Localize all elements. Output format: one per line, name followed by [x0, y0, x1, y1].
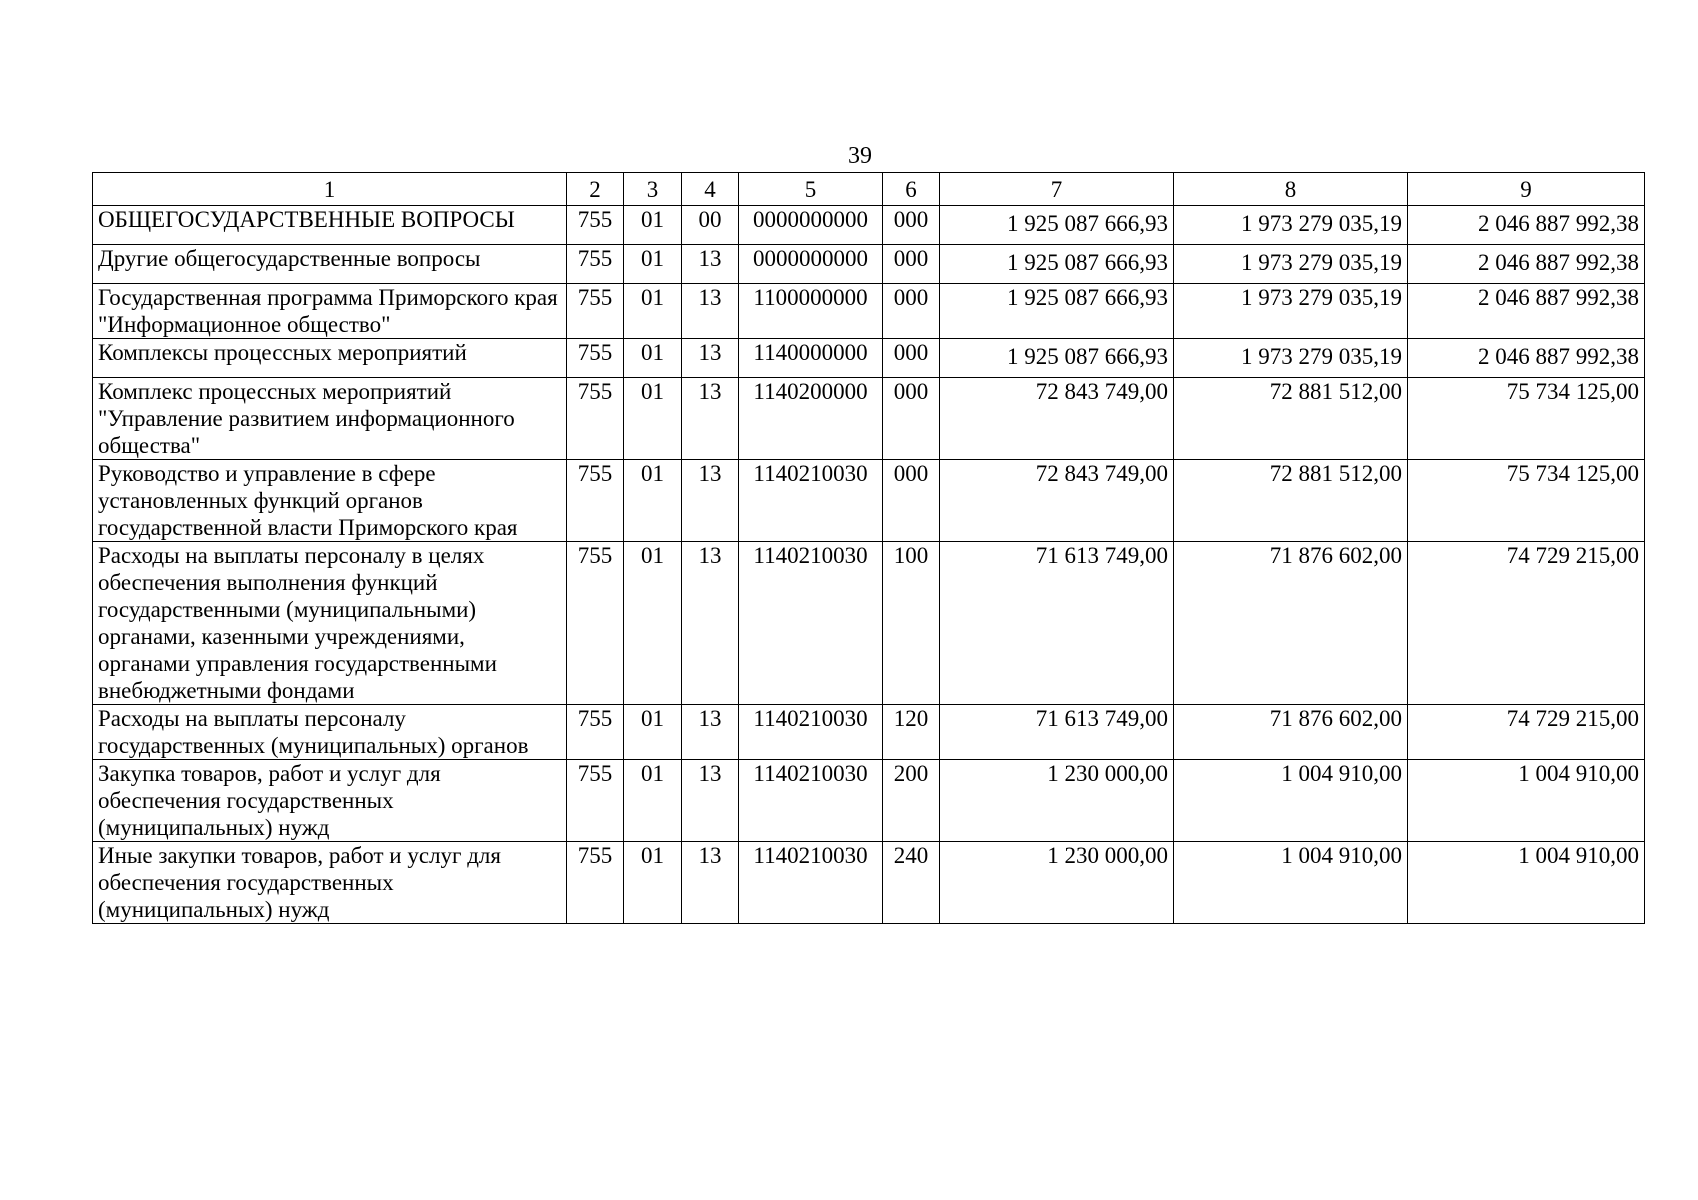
row-value-8: 72 881 512,00 — [1174, 378, 1408, 460]
row-value-7: 72 843 749,00 — [940, 378, 1174, 460]
row-code-6: 200 — [883, 760, 940, 842]
header-cell-2: 2 — [567, 173, 624, 206]
row-value-9: 2 046 887 992,38 — [1408, 206, 1645, 245]
row-code-5: 1140210030 — [739, 460, 883, 542]
row-code-6: 100 — [883, 542, 940, 705]
row-code-6: 120 — [883, 705, 940, 760]
row-value-8: 72 881 512,00 — [1174, 460, 1408, 542]
row-value-7: 1 925 087 666,93 — [940, 284, 1174, 339]
row-code-4: 00 — [682, 206, 739, 245]
row-code-4: 13 — [682, 284, 739, 339]
row-value-8: 71 876 602,00 — [1174, 705, 1408, 760]
row-name: Комплекс процессных мероприятий "Управление развитием информационного общества" — [93, 378, 567, 460]
table-header-row — [93, 173, 1645, 206]
row-value-7: 1 925 087 666,93 — [940, 206, 1174, 245]
row-name: Закупка товаров, работ и услуг для обеспечения государственных (муниципальных) нужд — [93, 760, 567, 842]
row-value-9: 75 734 125,00 — [1408, 378, 1645, 460]
row-code-2: 755 — [567, 842, 624, 924]
row-value-8: 1 973 279 035,19 — [1174, 245, 1408, 284]
table-row — [93, 460, 1645, 542]
row-code-3: 01 — [624, 542, 682, 705]
row-value-7: 1 230 000,00 — [940, 842, 1174, 924]
row-code-4: 13 — [682, 705, 739, 760]
table-row — [93, 245, 1645, 284]
row-code-2: 755 — [567, 760, 624, 842]
row-code-4: 13 — [682, 378, 739, 460]
row-code-3: 01 — [624, 245, 682, 284]
row-code-6: 000 — [883, 206, 940, 245]
row-code-4: 13 — [682, 542, 739, 705]
row-value-7: 71 613 749,00 — [940, 705, 1174, 760]
header-cell-8: 8 — [1174, 173, 1408, 206]
row-name: Расходы на выплаты персоналу в целях обеспечения выполнения функций государственными (муниципальными) органами, казенными учреждениями, органами управления государственными внебюджетными фондами — [93, 542, 567, 705]
row-name: Комплексы процессных мероприятий — [93, 339, 567, 378]
row-code-5: 1140000000 — [739, 339, 883, 378]
row-code-4: 13 — [682, 842, 739, 924]
table-body — [93, 206, 1645, 924]
row-value-7: 1 230 000,00 — [940, 760, 1174, 842]
row-code-5: 1100000000 — [739, 284, 883, 339]
header-cell-9: 9 — [1408, 173, 1645, 206]
row-name: Иные закупки товаров, работ и услуг для обеспечения государственных (муниципальных) нужд — [93, 842, 567, 924]
row-code-6: 000 — [883, 245, 940, 284]
header-cell-5: 5 — [739, 173, 883, 206]
row-value-8: 1 973 279 035,19 — [1174, 206, 1408, 245]
row-code-6: 000 — [883, 378, 940, 460]
row-code-3: 01 — [624, 339, 682, 378]
row-value-7: 1 925 087 666,93 — [940, 339, 1174, 378]
row-code-5: 0000000000 — [739, 245, 883, 284]
row-code-6: 000 — [883, 339, 940, 378]
table-row — [93, 284, 1645, 339]
row-code-4: 13 — [682, 339, 739, 378]
row-code-2: 755 — [567, 206, 624, 245]
header-cell-3: 3 — [624, 173, 682, 206]
row-code-5: 1140210030 — [739, 542, 883, 705]
row-value-8: 1 004 910,00 — [1174, 760, 1408, 842]
header-cell-1: 1 — [93, 173, 567, 206]
row-code-2: 755 — [567, 542, 624, 705]
row-value-8: 1 973 279 035,19 — [1174, 339, 1408, 378]
row-value-9: 74 729 215,00 — [1408, 705, 1645, 760]
row-code-3: 01 — [624, 284, 682, 339]
row-value-9: 2 046 887 992,38 — [1408, 284, 1645, 339]
row-code-6: 000 — [883, 284, 940, 339]
row-value-9: 74 729 215,00 — [1408, 542, 1645, 705]
row-value-9: 1 004 910,00 — [1408, 842, 1645, 924]
row-value-7: 71 613 749,00 — [940, 542, 1174, 705]
row-code-2: 755 — [567, 460, 624, 542]
header-cell-6: 6 — [883, 173, 940, 206]
row-name: Другие общегосударственные вопросы — [93, 245, 567, 284]
table-row — [93, 378, 1645, 460]
row-code-5: 1140210030 — [739, 705, 883, 760]
row-code-2: 755 — [567, 705, 624, 760]
table-row — [93, 339, 1645, 378]
row-value-9: 2 046 887 992,38 — [1408, 339, 1645, 378]
row-value-9: 2 046 887 992,38 — [1408, 245, 1645, 284]
row-code-3: 01 — [624, 760, 682, 842]
row-code-2: 755 — [567, 245, 624, 284]
row-value-8: 1 004 910,00 — [1174, 842, 1408, 924]
row-code-4: 13 — [682, 245, 739, 284]
row-code-2: 755 — [567, 339, 624, 378]
row-value-9: 1 004 910,00 — [1408, 760, 1645, 842]
row-code-6: 240 — [883, 842, 940, 924]
row-name: ОБЩЕГОСУДАРСТВЕННЫЕ ВОПРОСЫ — [93, 206, 567, 245]
row-value-7: 1 925 087 666,93 — [940, 245, 1174, 284]
row-code-5: 0000000000 — [739, 206, 883, 245]
row-name: Расходы на выплаты персоналу государственных (муниципальных) органов — [93, 705, 567, 760]
row-code-3: 01 — [624, 206, 682, 245]
row-code-6: 000 — [883, 460, 940, 542]
table-row — [93, 542, 1645, 705]
row-code-2: 755 — [567, 284, 624, 339]
header-cell-7: 7 — [940, 173, 1174, 206]
budget-table — [92, 172, 1645, 924]
table-row — [93, 705, 1645, 760]
row-code-3: 01 — [624, 842, 682, 924]
row-code-5: 1140210030 — [739, 842, 883, 924]
row-code-3: 01 — [624, 705, 682, 760]
row-code-2: 755 — [567, 378, 624, 460]
row-code-4: 13 — [682, 460, 739, 542]
row-name: Руководство и управление в сфере установленных функций органов государственной власти Приморского края — [93, 460, 567, 542]
table-row — [93, 842, 1645, 924]
row-value-9: 75 734 125,00 — [1408, 460, 1645, 542]
row-code-5: 1140210030 — [739, 760, 883, 842]
row-value-8: 1 973 279 035,19 — [1174, 284, 1408, 339]
header-cell-4: 4 — [682, 173, 739, 206]
page-number: 39 — [848, 143, 872, 169]
row-code-3: 01 — [624, 378, 682, 460]
table-row — [93, 206, 1645, 245]
row-code-4: 13 — [682, 760, 739, 842]
row-value-8: 71 876 602,00 — [1174, 542, 1408, 705]
row-code-5: 1140200000 — [739, 378, 883, 460]
row-value-7: 72 843 749,00 — [940, 460, 1174, 542]
row-name: Государственная программа Приморского края "Информационное общество" — [93, 284, 567, 339]
table-row — [93, 760, 1645, 842]
row-code-3: 01 — [624, 460, 682, 542]
